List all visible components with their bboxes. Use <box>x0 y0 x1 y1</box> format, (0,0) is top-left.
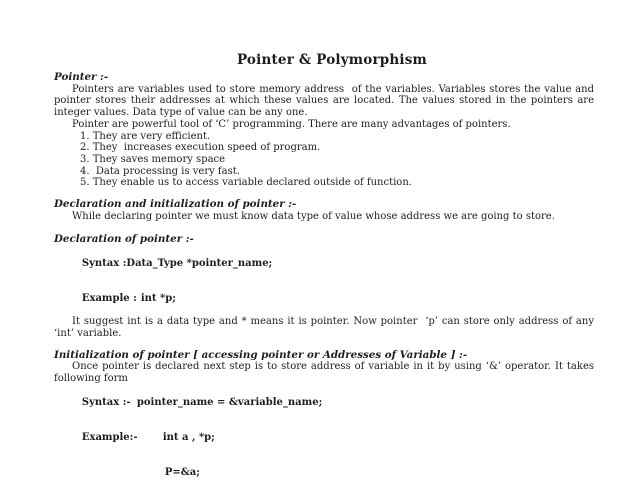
example-label: Example : <box>81 292 137 304</box>
list-item-5: 5. They enable us to access variable declared outside of function. <box>80 177 412 189</box>
example-code-line2: P=&a; <box>164 466 200 478</box>
heading-initialization: Initialization of pointer [ accessing pointer or Addresses of Variable ] :- <box>54 348 468 361</box>
declaration-example-line <box>54 281 594 316</box>
document-content <box>54 52 598 490</box>
initialization-example-line <box>54 420 594 455</box>
paragraph-pointer-intro: Pointers are variables used to store memory address of the variables. Variables stores the value and pointer stores their addresses at which these values are located. The values stored in the pointers are integer values. Data type of value can be any one. <box>54 83 598 119</box>
initialization-syntax-line <box>54 385 594 420</box>
section-initialization <box>54 348 598 490</box>
paragraph-advantages-intro: Pointer are powerful tool of ‘C’ programming. There are many advantages of pointers. <box>72 118 511 130</box>
section-declaration-and-initialization <box>54 199 594 222</box>
paragraph-declaration-note: It suggest int is a data type and * means it is pointer. Now pointer ‘p’ can store only address of any ‘int’ variable. <box>54 316 598 340</box>
syntax-label: Syntax :- <box>81 396 131 408</box>
example-label: Example:- <box>81 431 138 443</box>
section-pointer <box>54 71 598 189</box>
syntax-code: pointer_name = &variable_name; <box>136 396 323 408</box>
list-item-3: 3. They saves memory space <box>80 153 226 165</box>
list-item-4: 4. Data processing is very fast. <box>80 165 240 177</box>
declaration-syntax-line <box>54 246 594 281</box>
section-declaration <box>54 233 598 340</box>
syntax-label: Syntax : <box>81 257 127 269</box>
syntax-code: Data_Type *pointer_name; <box>126 257 273 269</box>
heading-declaration: Declaration of pointer :- <box>54 233 194 246</box>
initialization-example-line2 <box>54 455 594 490</box>
heading-declaration-and-initialization: Declaration and initialization of pointer :- <box>54 198 297 211</box>
example-code-line1: int a , *p; <box>162 431 215 443</box>
document-title: Pointer & Polymorphism <box>236 52 428 68</box>
list-item-1: 1. They are very efficient. <box>80 130 211 142</box>
paragraph-initialization: Once pointer is declared next step is to store address of variable in it by using ‘&’ operator. It takes following form <box>54 361 598 385</box>
list-item-2: 2. They increases execution speed of program. <box>80 142 321 154</box>
advantages-list <box>54 131 594 190</box>
heading-pointer: Pointer :- <box>54 71 109 83</box>
paragraph-declaration-and-initialization: While declaring pointer we must know data type of value whose address we are going to store. <box>72 210 555 222</box>
example-code: int *p; <box>140 292 176 304</box>
